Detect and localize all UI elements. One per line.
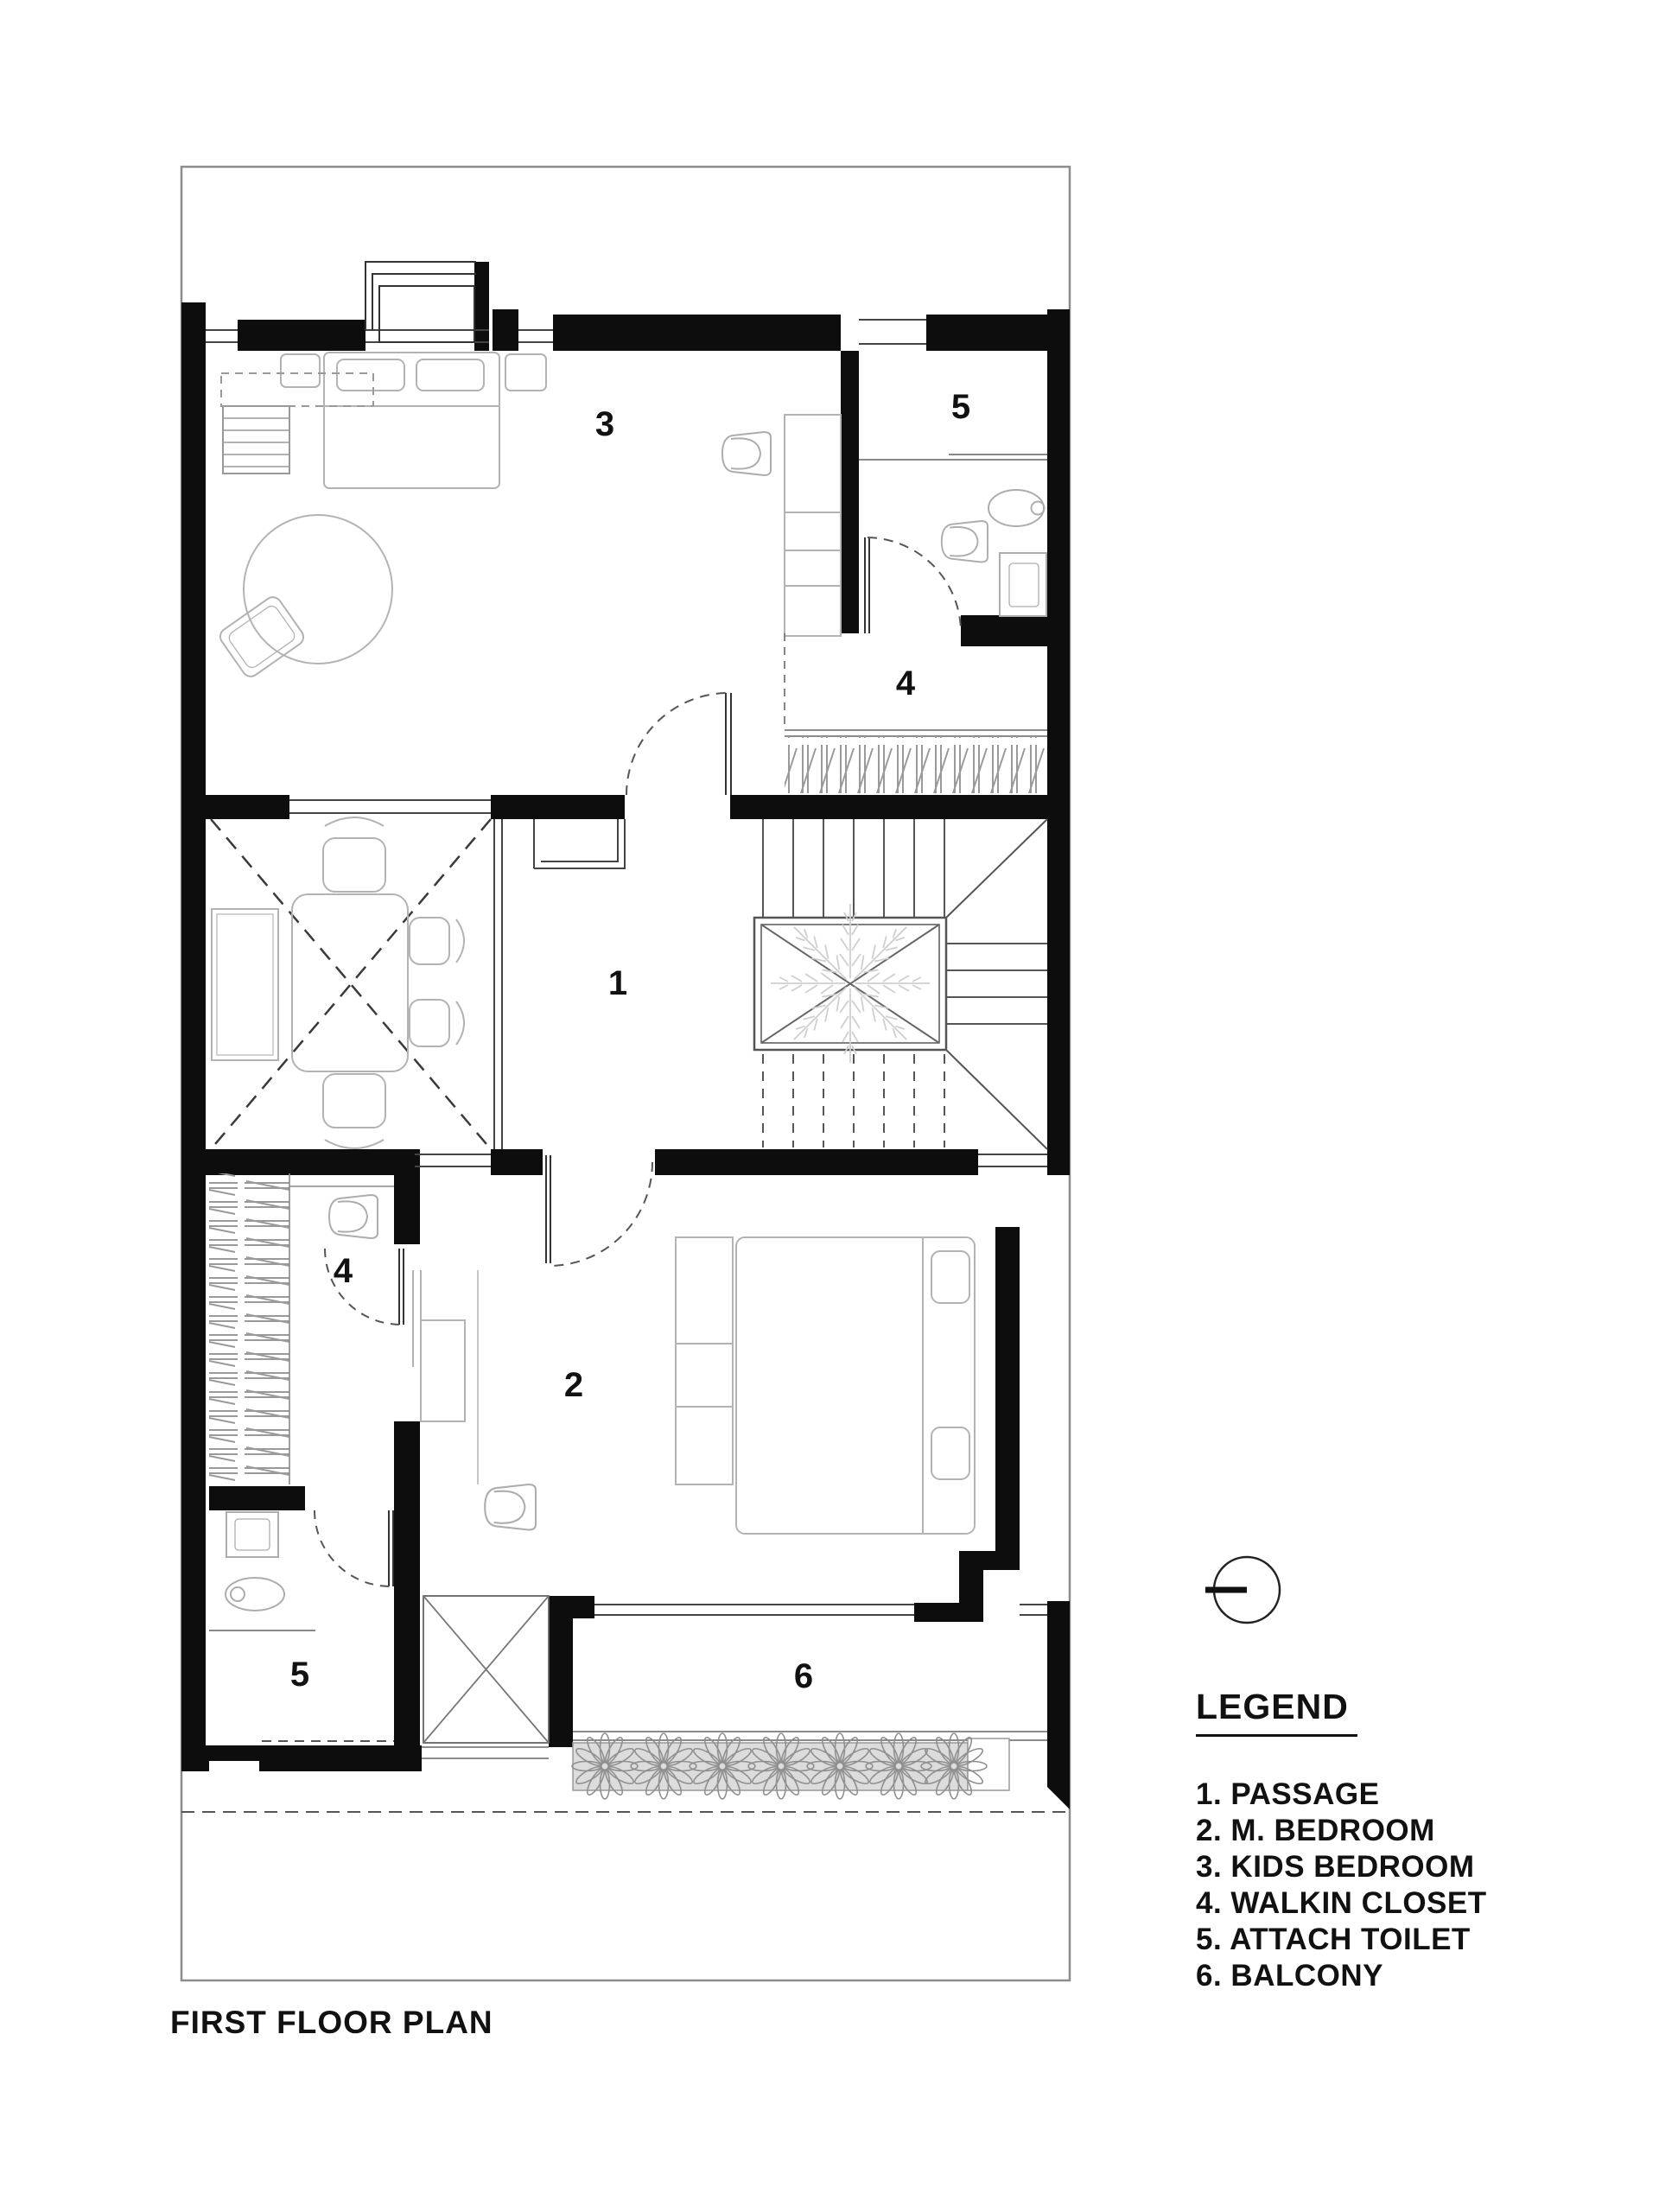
legend-item-m-bedroom: 2. M. BEDROOM [1196, 1814, 1435, 1847]
pillow [931, 1251, 969, 1303]
door-m-bedroom [546, 1155, 652, 1266]
legend [1196, 1687, 1559, 1994]
wc-toilet [226, 1578, 284, 1611]
bedside-table [281, 354, 320, 387]
legend-item-attach-toilet: 5. ATTACH TOILET [1196, 1923, 1471, 1956]
room-label-closet-top: 4 [895, 664, 916, 702]
page-title: FIRST FLOOR PLAN [170, 2005, 493, 2040]
walkin-closet-top [785, 521, 1047, 793]
dining-set [212, 817, 464, 1148]
rug [244, 515, 392, 664]
master-bed [736, 1237, 975, 1534]
wardrobe-hanging [209, 1173, 289, 1484]
legend-items [1196, 1777, 1559, 1994]
balcony [422, 1596, 1047, 1799]
room-label-closet-bottom: 4 [333, 1252, 353, 1290]
shower [226, 1512, 278, 1557]
room-label-toilet-top: 5 [950, 388, 971, 426]
room-label-kids-bedroom: 3 [594, 405, 615, 443]
legend-item-balcony: 6. BALCONY [1196, 1959, 1383, 1993]
legend-item-walkin-closet: 4. WALKIN CLOSET [1196, 1886, 1487, 1920]
void-railing [494, 819, 628, 1149]
site-border [181, 167, 1070, 1980]
shower [1000, 553, 1046, 616]
legend-heading: LEGEND [1196, 1687, 1357, 1737]
legend-item-passage: 1. PASSAGE [1196, 1777, 1380, 1811]
legend-item-kids-bedroom: 3. KIDS BEDROOM [1196, 1850, 1475, 1884]
kids-shelf-unit [785, 415, 841, 636]
room-label-m-bedroom: 2 [563, 1366, 584, 1404]
door-toilet-bottom [315, 1510, 393, 1586]
closet-stool [329, 1195, 378, 1238]
wardrobe-hanging [785, 736, 1047, 793]
room-label-toilet-bottom: 5 [289, 1656, 310, 1694]
room-label-balcony: 6 [793, 1657, 814, 1695]
dressing-table [413, 1270, 478, 1484]
attach-toilet-top [859, 454, 1047, 633]
attach-toilet-bottom [209, 1510, 394, 1741]
walls [181, 262, 1070, 1809]
wc-toilet [988, 490, 1044, 526]
kids-chair [722, 432, 771, 475]
closet-chair [942, 521, 988, 563]
north-arrow-icon [1205, 1557, 1280, 1623]
pillow [931, 1427, 969, 1479]
planter-void-box [423, 1596, 549, 1743]
walkin-closet-bottom [209, 1173, 404, 1484]
door-toilet-top [865, 537, 961, 633]
master-bedroom-furniture [413, 1237, 975, 1534]
room-label-passage: 1 [607, 964, 628, 1002]
bedside-table [505, 354, 546, 391]
door-kids-bedroom [626, 693, 731, 795]
kids-bedroom-furniture [217, 353, 841, 680]
void-cross [211, 819, 491, 1149]
bedroom-chair [485, 1484, 536, 1530]
bed-bench [676, 1237, 733, 1484]
kids-dresser [223, 406, 289, 474]
staircase [754, 819, 1047, 1149]
